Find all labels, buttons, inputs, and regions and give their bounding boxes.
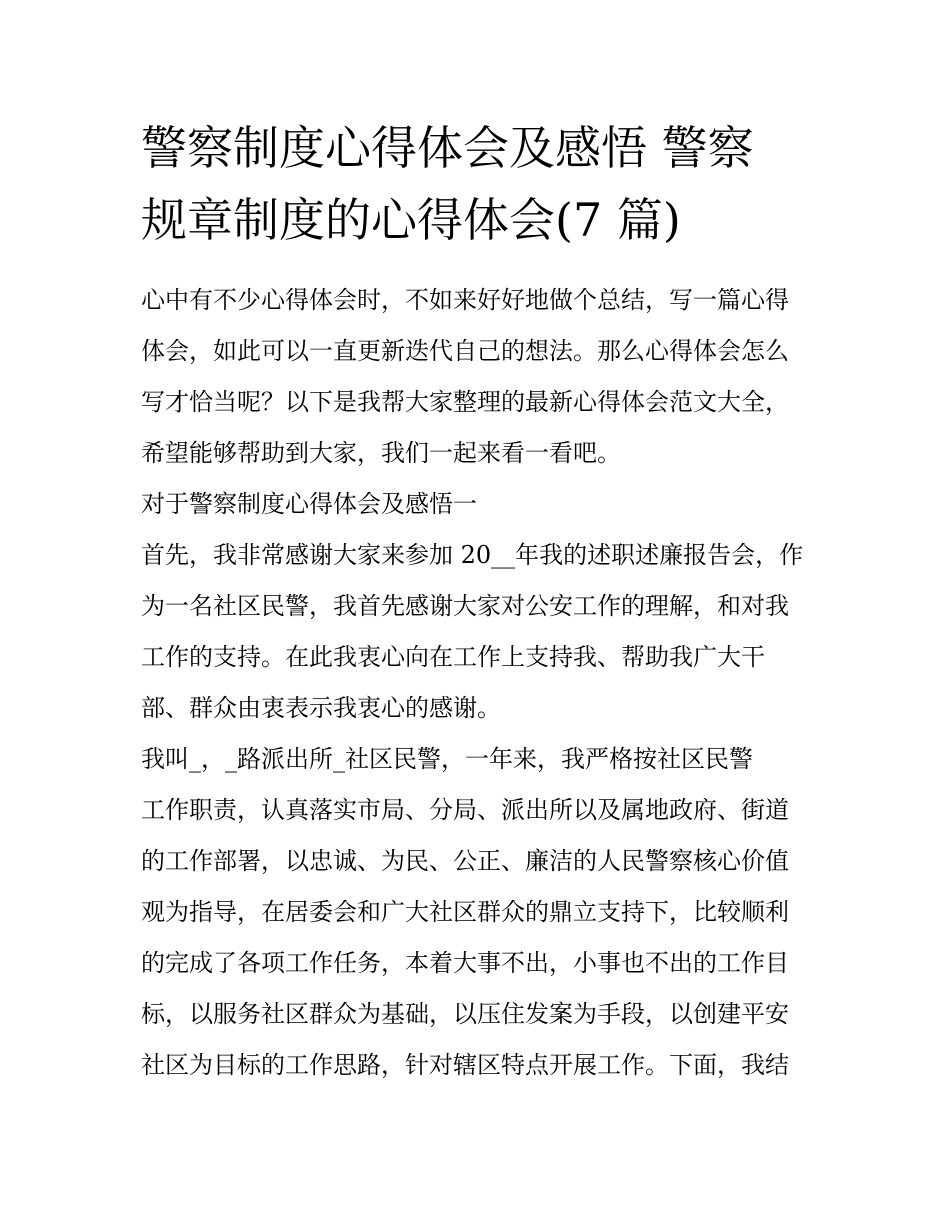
- text-line: 工作的支持。在此我衷心向在工作上支持我、帮助我广大干: [141, 643, 765, 671]
- section-heading: [141, 479, 821, 530]
- text-line: 对于警察制度心得体会及感悟一: [141, 490, 477, 518]
- text-line: 工作职责，认真落实市局、分局、派出所以及属地政府、街道: [141, 796, 789, 824]
- text-line: 观为指导，在居委会和广大社区群众的鼎立支持下，比较顺利: [141, 898, 789, 926]
- text-line: 心中有不少心得体会时，不如来好好地做个总结，写一篇心得: [141, 286, 789, 314]
- document-title: [141, 112, 821, 256]
- text-line: 写才恰当呢？以下是我帮大家整理的最新心得体会范文大全，: [141, 388, 789, 416]
- title-line: 规章制度的心得体会(7 篇): [141, 193, 681, 247]
- text-line: 标，以服务社区群众为基础，以压住发案为手段，以创建平安: [141, 1000, 789, 1028]
- text-line: 社区为目标的工作思路，针对辖区特点开展工作。下面，我结: [141, 1051, 789, 1079]
- document-body: [141, 275, 821, 1091]
- text-line: 体会，如此可以一直更新迭代自己的想法。那么心得体会怎么: [141, 337, 789, 365]
- text-line: 部、群众由衷表示我衷心的感谢。: [141, 694, 501, 722]
- text-line: 首先，我非常感谢大家来参加 20__年我的述职述廉报告会，作: [141, 541, 804, 569]
- text-line: 为一名社区民警，我首先感谢大家对公安工作的理解，和对我: [141, 592, 789, 620]
- intro-paragraph: [141, 275, 821, 479]
- text-line: 的工作部署，以忠诚、为民、公正、廉洁的人民警察核心价值: [141, 847, 789, 875]
- title-line: 警察制度心得体会及感悟 警察: [141, 121, 754, 175]
- text-line: 的完成了各项工作任务，本着大事不出，小事也不出的工作目: [141, 949, 789, 977]
- text-line: 希望能够帮助到大家，我们一起来看一看吧。: [141, 439, 621, 467]
- text-line: 我叫_，_路派出所_社区民警，一年来，我严格按社区民警: [141, 745, 753, 773]
- body-paragraph: [141, 530, 821, 734]
- body-paragraph: [141, 734, 821, 1091]
